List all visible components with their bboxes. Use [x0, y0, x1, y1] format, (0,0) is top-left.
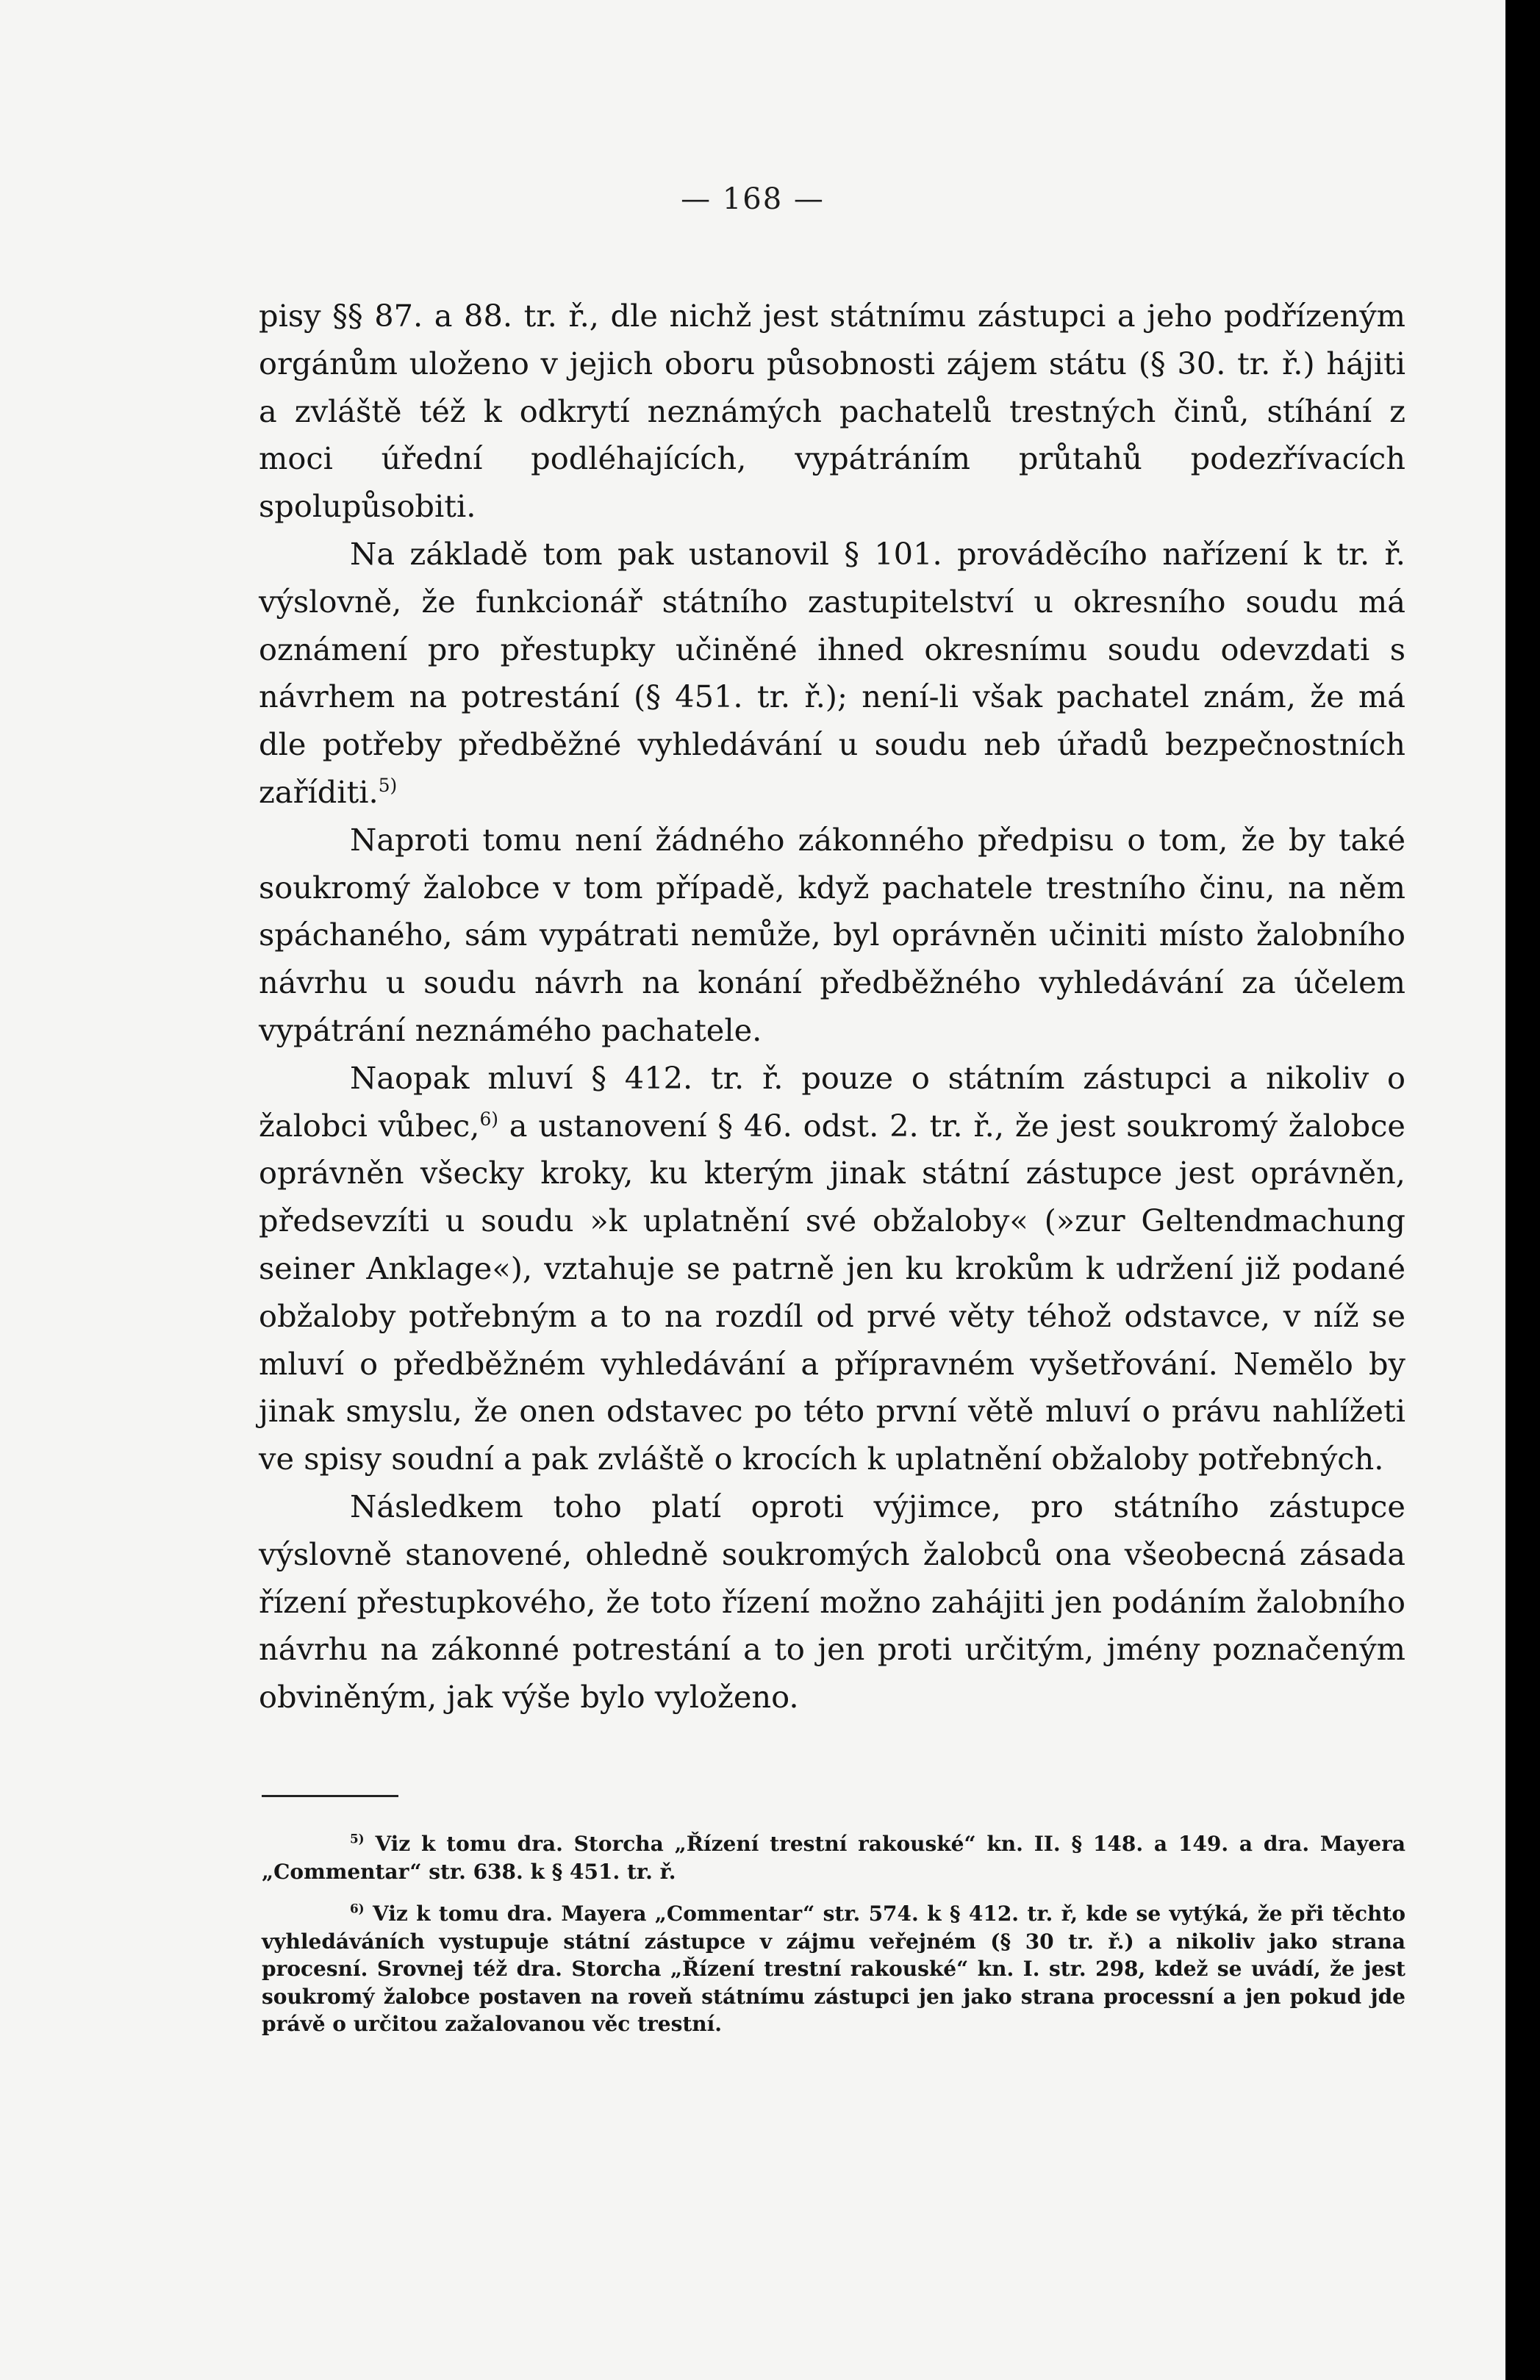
body-text [259, 293, 1405, 1721]
paragraph: Na základě tom pak ustanovil § 101. prováděcího nařízení k tr. ř. výslovně, že funkcionář státního zastupitelství u okresního soudu má oznámení pro přestupky učiněné ihned okresnímu soudu odevzdati s návrhem na potrestání (§ 451. tr. ř.); není-li však pachatel znám, že má dle potřeby předběžné vyhledávání u soudu neb úřadů bezpečnostních zaříditi.$^{5)}$ [259, 535, 1405, 810]
page-number: — 168 — [681, 182, 825, 216]
scan-border [1505, 0, 1540, 2380]
footnotes [262, 1830, 1405, 2053]
paragraph: Naproti tomu není žádného zákonného předpisu o tom, že by také soukromý žalobce v tom případě, když pachatele trestního činu, na něm spáchaného, sám vypátrati nemůže, byl oprávněn učiniti místo žalobního návrhu u soudu návrh na konání předběžného vyhledávání za účelem vypátrání neznámého pachatele. [259, 821, 1405, 1048]
paragraph: pisy §§ 87. a 88. tr. ř., dle nichž jest státnímu zástupci a jeho podřízeným orgánům uloženo v jejich oboru působnosti zájem státu (§ 30. tr. ř.) hájiti a zvláště též k odkrytí neznámých pachatelů trestných činů, stíhání z moci úřední podléhajících, vypátráním průtahů podezřívacích spolupůsobiti. [259, 298, 1405, 525]
footnote-ref: 6) [479, 1108, 499, 1130]
footnote-mark: 6) [350, 1901, 365, 1916]
footnote: $^{5)}$ Viz k tomu dra. Storcha „Řízení trestní rakouské“ kn. II. § 148. a 149. a dra. Mayera „Commentar“ str. 638. k § 451. tr. ř. [262, 1831, 1405, 1884]
footnote-divider [262, 1795, 398, 1797]
footnote: $^{6)}$ Viz k tomu dra. Mayera „Commentar“ str. 574. k § 412. tr. ř, kde se vytýká, že při těchto vyhledáváních vystupuje státní zástupce v zájmu veřejném (§ 30 tr. ř.) a nikoliv jako strana procesní. Srovnej též dra. Storcha „Řízení trestní rakouské“ kn. I. str. 298, kdež se uvádí, že jest soukromý žalobce postaven na roveň státnímu zástupci jen jako strana processní a jen pokud jde právě o určitou zažalovanou věc trestní. [262, 1901, 1405, 2036]
footnote-ref: 5) [378, 775, 398, 797]
footnote-mark: 5) [350, 1831, 365, 1846]
paragraph: Naopak mluví § 412. tr. ř. pouze o státním zástupci a nikoliv o žalobci vůbec,$^{6)}$ a ustanovení § 46. odst. 2. tr. ř., že jest soukromý žalobce oprávněn všecky kroky, ku kterým jinak státní zástupce jest oprávněn, předsevzíti u soudu »k uplatnění své obžaloby« (»zur Geltendmachung seiner Anklage«), vztahuje se patrně jen ku krokům k udržení již podané obžaloby potřebným a to na rozdíl od prvé věty téhož odstavce, v níž se mluví o předběžném vyhledávání a přípravném vyšetřování. Nemělo by jinak smyslu, že onen odstavec po této první větě mluví o právu nahlížeti ve spisy soudní a pak zvláště o krocích k uplatnění obžaloby potřebných. [259, 1059, 1405, 1477]
paragraph: Následkem toho platí oproti výjimce, pro státního zástupce výslovně stanovené, ohledně soukromých žalobců ona všeobecná zásada řízení přestupkového, že toto řízení možno zahájiti jen podáním žalobního návrhu na zákonné potrestání a to jen proti určitým, jmény poznačeným obviněným, jak výše bylo vyloženo. [259, 1488, 1405, 1716]
